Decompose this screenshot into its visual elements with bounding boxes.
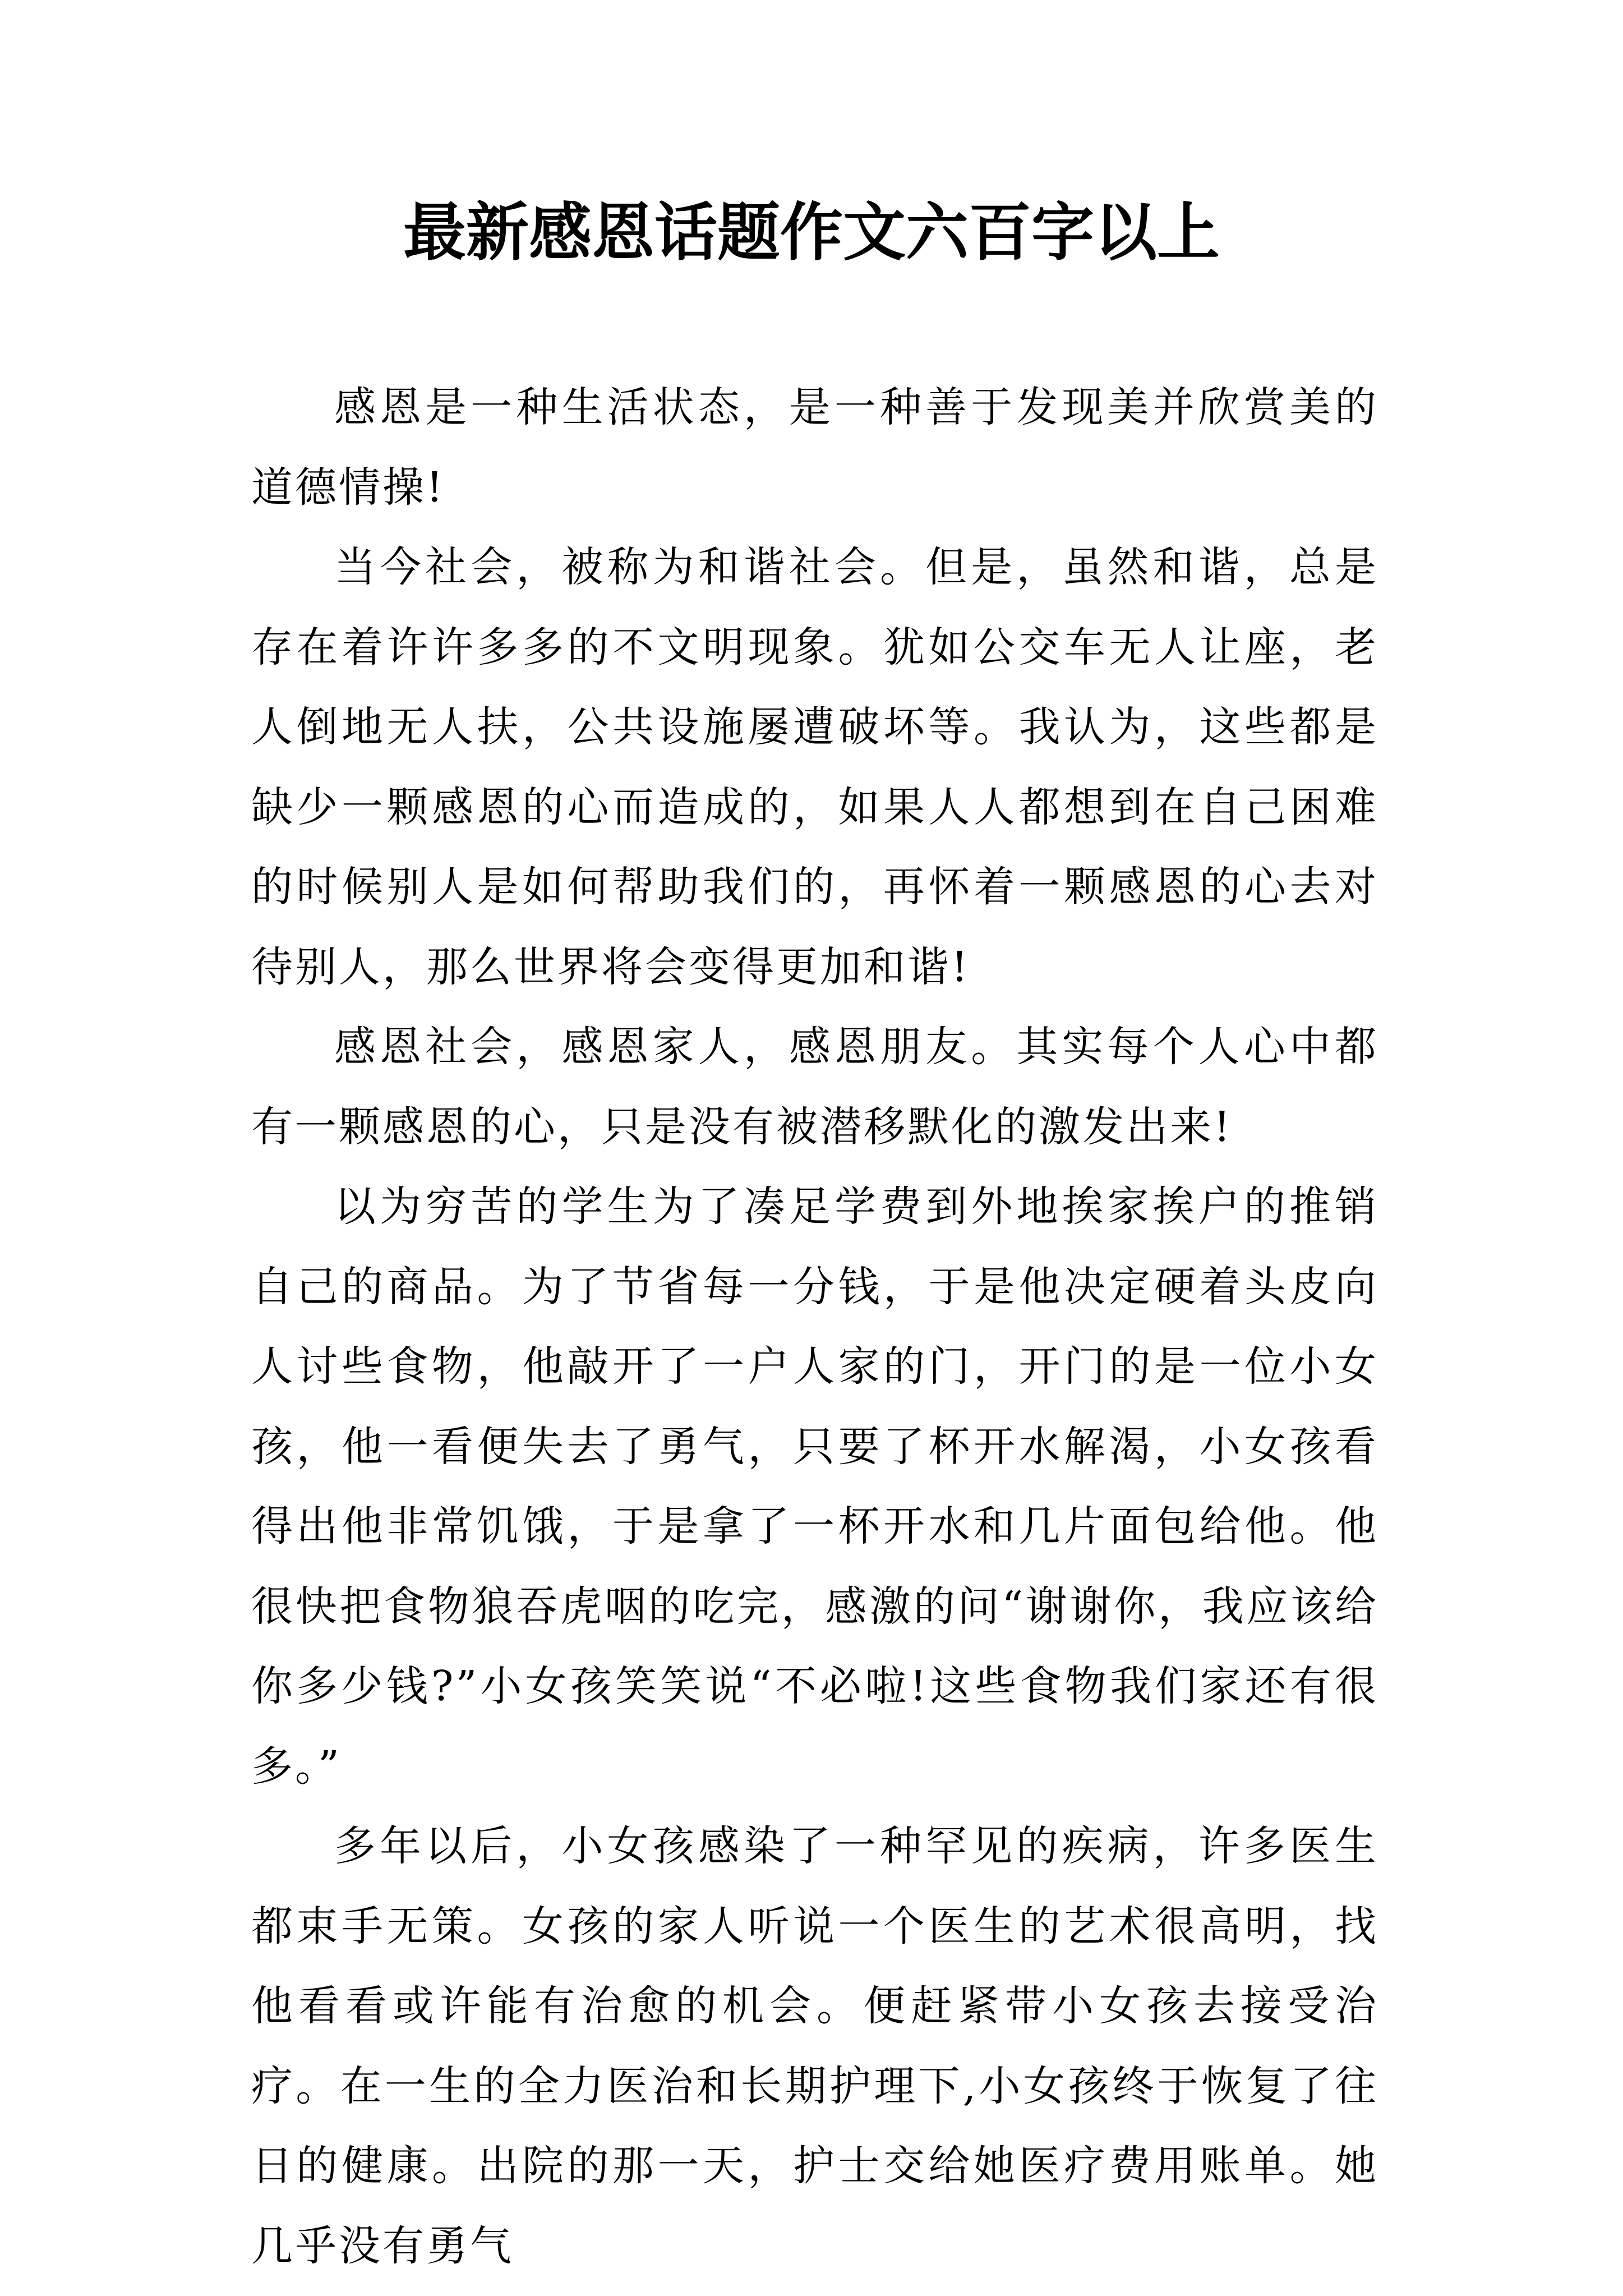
- document-body: [251, 367, 1378, 2286]
- paragraph: 当今社会，被称为和谐社会。但是，虽然和谐，总是存在着许许多多的不文明现象。犹如公交车无人让座，老人倒地无人扶，公共设施屡遭破坏等。我认为，这些都是缺少一颗感恩的心而造成的，如果人人都想到在自己困难的时候别人是如何帮助我们的，再怀着一颗感恩的心去对待别人，那么世界将会变得更加和谐!: [251, 543, 1378, 991]
- paragraph: 感恩社会，感恩家人，感恩朋友。其实每个人心中都有一颗感恩的心，只是没有被潜移默化的激发出来!: [251, 1023, 1378, 1151]
- paragraph: 感恩是一种生活状态，是一种善于发现美并欣赏美的道德情操!: [251, 383, 1378, 512]
- paragraph: 多年以后，小女孩感染了一种罕见的疾病，许多医生都束手无策。女孩的家人听说一个医生的艺术很高明，找他看看或许能有治愈的机会。便赶紧带小女孩去接受治疗。在一生的全力医治和长期护理下,小女孩终于恢复了往日的健康。出院的那一天，护士交给她医疗费用账单。她几乎没有勇气: [251, 1822, 1378, 2270]
- paragraph: 以为穷苦的学生为了凑足学费到外地挨家挨户的推销自己的商品。为了节省每一分钱，于是他决定硬着头皮向人讨些食物，他敲开了一户人家的门，开门的是一位小女孩，他一看便失去了勇气，只要了杯开水解渴，小女孩看得出他非常饥饿，于是拿了一杯开水和几片面包给他。他很快把食物狼吞虎咽的吃完，感激的问“谢谢你，我应该给你多少钱?”小女孩笑笑说“不必啦!这些食物我们家还有很多。”: [251, 1182, 1378, 1791]
- document-title: 最新感恩话题作文六百字以上: [403, 196, 1220, 269]
